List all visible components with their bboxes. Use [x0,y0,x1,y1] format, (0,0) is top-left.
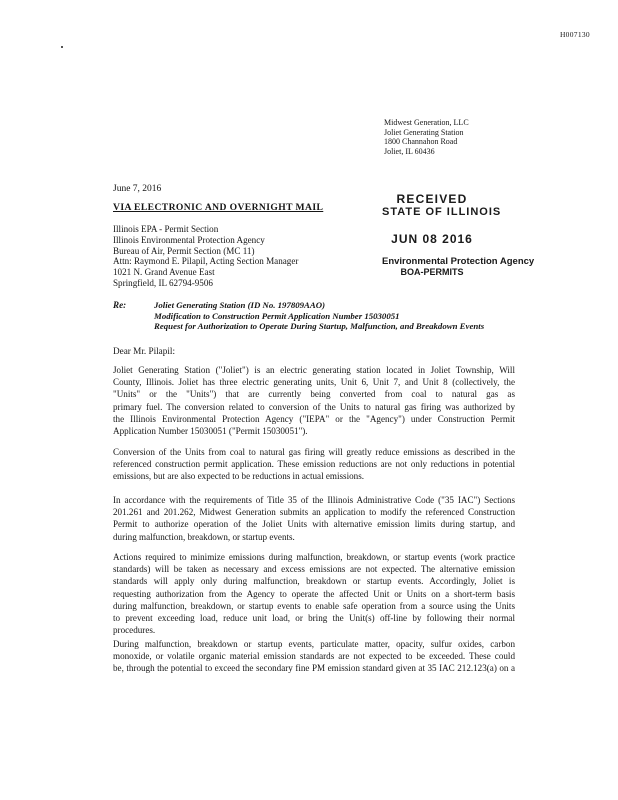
stamp-agency: Environmental Protection Agency [382,256,535,267]
delivery-method: VIA ELECTRONIC AND OVERNIGHT MAIL [113,202,324,213]
body-line: Actions required to minimize emissions during malfunction, breakdown, or startup events (work practice [113,552,515,562]
body-line: In accordance with the requirements of Title 35 of the Illinois Administrative Code ("35 IAC") Sections [113,495,515,505]
body-line: standards) will be taken as necessary and excess emissions are not expected. The alternative emission [113,564,515,575]
body-line: to prevent exceeding load, reduce unit load, or bring the Unit(s) off-line by following their normal [113,613,515,624]
paragraph-3 [113,494,515,543]
recipient-line: Bureau of Air, Permit Section (MC 11) [113,245,255,256]
paragraph-5 [113,638,515,675]
body-line: primary fuel. The conversion related to conversion of the Units to natural gas firing was authorized by [113,401,515,412]
body-line: Application Number 15030051 ("Permit 15030051"). [113,426,308,437]
re-line: Request for Authorization to Operate During Startup, Malfunction, and Breakdown Events [154,321,485,332]
sender-line: Midwest Generation, LLC [384,118,469,127]
body-line: during malfunction, breakdown, or startup events to enable safe operation from a source using the Units [113,600,515,611]
paragraph-4 [113,551,515,636]
body-line: referenced construction permit application. These emission reductions are not only reductions in potential [113,459,515,470]
body-line: standards will apply only during malfunction, breakdown or startup events. Accordingly, Joliet is [113,576,515,587]
recipient-line: Illinois Environmental Protection Agency [113,234,265,245]
sender-address-block [384,118,469,156]
body-line: 201.261 and 201.262, Midwest Generation submits an application to modify the referenced Construction [113,507,515,518]
letter-date: June 7, 2016 [113,184,162,194]
body-line: Joliet Generating Station ("Joliet") is an electric generating station located in Joliet Township, Will [113,365,515,375]
body-line: be, through the potential to exceed the secondary fine PM emission standard given at 35 IAC 212.123(a) on a [113,663,515,674]
scan-speck [61,46,63,48]
recipient-line: Springfield, IL 62794-9506 [113,277,213,288]
body-line: County, Illinois. Joliet has three electric generating units, Unit 6, Unit 7, and Unit 8 (collectively, the [113,377,515,388]
body-line: Conversion of the Units from coal to natural gas firing will greatly reduce emissions as described in the [113,447,515,457]
body-line: "Units" or the "Units") that are currently being converted from coal to natural gas as [113,389,515,400]
body-line: requesting authorization from the Agency to operate the affected Unit or Units on a short-term basis [113,588,515,599]
stamp-state: STATE OF ILLINOIS [382,206,502,218]
sender-line: 1800 Channahon Road [384,137,458,147]
sender-line: Joliet, IL 60436 [384,146,435,156]
body-line: Permit to authorize operation of the Joliet Units with alternative emission limits during startup, and [113,519,515,530]
received-stamp [382,192,535,277]
body-line: monoxide, or volatile organic material emission standards are not expected to be exceeded. These could [113,651,515,662]
paragraph-2 [113,446,515,483]
recipient-line: 1021 N. Grand Avenue East [113,267,215,278]
stamp-date: JUN 08 2016 [391,232,473,246]
sender-line: Joliet Generating Station [384,127,464,137]
body-line: during malfunction, breakdown, or startup events. [113,531,295,542]
body-line: emissions, but are also expected to be reductions in actual emissions. [113,471,365,482]
re-line: Modification to Construction Permit Application Number 15030051 [154,310,400,321]
page-number: H007130 [559,30,590,39]
recipient-address-block [113,224,298,289]
re-label: Re: [113,300,127,310]
body-line: procedures. [113,625,156,636]
re-block [154,300,484,332]
stamp-bureau: BOA-PERMITS [400,267,464,277]
body-line: During malfunction, breakdown or startup events, particulate matter, opacity, sulfur oxides, carbon [113,639,515,649]
recipient-line: Attn: Raymond E. Pilapil, Acting Section Manager [113,256,299,267]
recipient-line: Illinois EPA - Permit Section [113,224,219,234]
paragraph-1 [113,364,515,437]
body-line: the Illinois Environmental Protection Agency ("IEPA" or the "Agency") under Construction Permit [113,413,515,424]
salutation: Dear Mr. Pilapil: [113,346,176,356]
stamp-received: RECEIVED [396,192,468,206]
re-line: Joliet Generating Station (ID No. 197809AAO) [154,300,326,310]
